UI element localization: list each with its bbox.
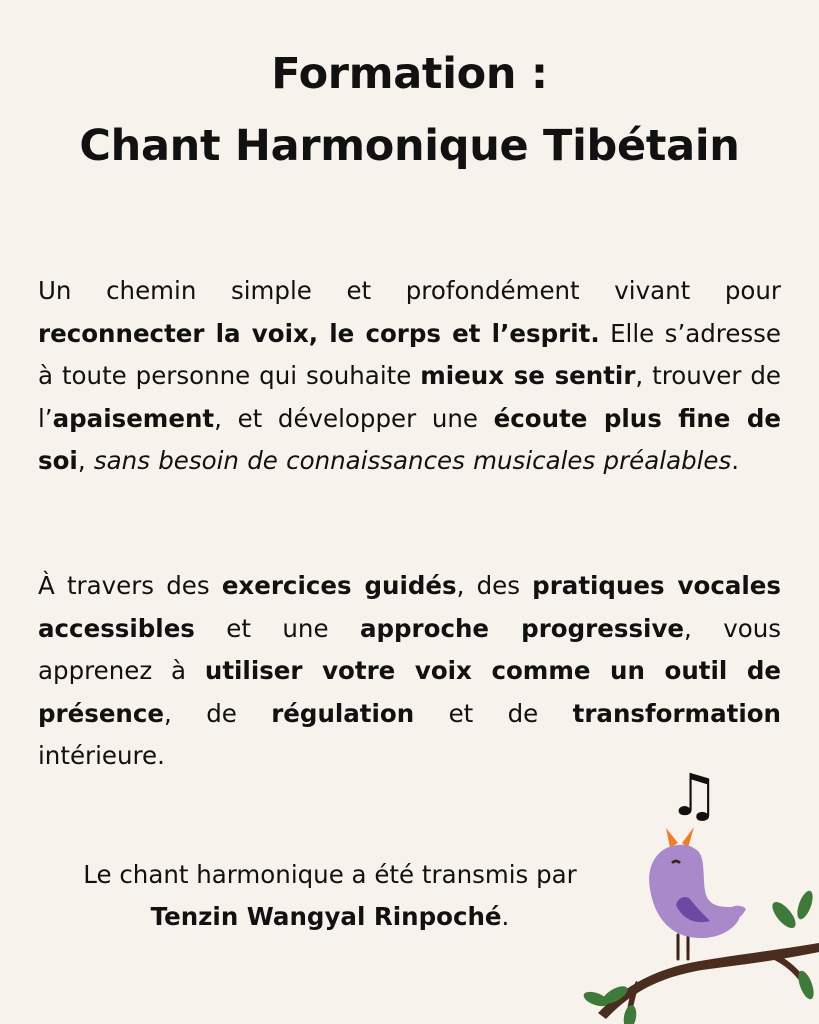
bold-run: approche progressive bbox=[359, 613, 685, 643]
italic-run: sans besoin de connaissances musicales préalables bbox=[93, 446, 732, 475]
text-run: Elle s’adresse à toute personne qui souhaite bbox=[38, 318, 782, 390]
leaf-icon bbox=[622, 1004, 638, 1024]
bird bbox=[649, 827, 746, 959]
title-line-2: Chant Harmonique Tibétain bbox=[79, 121, 740, 171]
text-run: , vous apprenez à bbox=[38, 613, 782, 685]
bold-run: écoute plus fine de soi bbox=[38, 403, 781, 475]
text-run: . bbox=[731, 446, 740, 475]
title-line-1: Formation : bbox=[271, 49, 548, 99]
text-run: , bbox=[77, 446, 94, 475]
text-run: , trouver de l’ bbox=[38, 361, 781, 433]
bold-run: reconnecter la voix, le corps et l’esprit. bbox=[38, 318, 600, 348]
text-run: , et développer une bbox=[214, 403, 494, 433]
credit-text bbox=[30, 854, 630, 938]
bold-run: mieux se sentir bbox=[420, 361, 636, 390]
text-run: Un chemin simple et profondément vivant pour bbox=[38, 276, 781, 305]
bold-run: régulation bbox=[271, 698, 415, 728]
leaf-icon bbox=[794, 889, 816, 921]
method-paragraph bbox=[38, 565, 781, 778]
music-note-icon: ♫ bbox=[668, 761, 720, 829]
bird-on-branch-illustration bbox=[570, 755, 819, 1024]
text-run: et une bbox=[194, 613, 360, 643]
beak bbox=[666, 828, 678, 848]
bold-run: transformation bbox=[572, 698, 781, 728]
page-title bbox=[0, 38, 819, 182]
bold-run: pratiques vocales accessibles bbox=[38, 571, 781, 643]
text-run: , des bbox=[456, 571, 533, 600]
text-run: , de bbox=[164, 698, 272, 728]
bold-run: exercices guidés bbox=[221, 571, 457, 600]
teacher-name: Tenzin Wangyal Rinpoché bbox=[150, 902, 502, 931]
intro-paragraph bbox=[38, 270, 781, 483]
text-run: et de bbox=[414, 698, 573, 728]
bold-run: apaisement bbox=[52, 403, 215, 433]
text-run: intérieure. bbox=[38, 741, 165, 770]
text-run: . bbox=[501, 902, 510, 931]
bold-run: utiliser votre voix comme un outil de présence bbox=[38, 656, 782, 728]
credit-line: Le chant harmonique a été transmis par bbox=[83, 860, 577, 889]
text-run: À travers des bbox=[38, 571, 222, 600]
leaf-icon bbox=[768, 898, 799, 932]
